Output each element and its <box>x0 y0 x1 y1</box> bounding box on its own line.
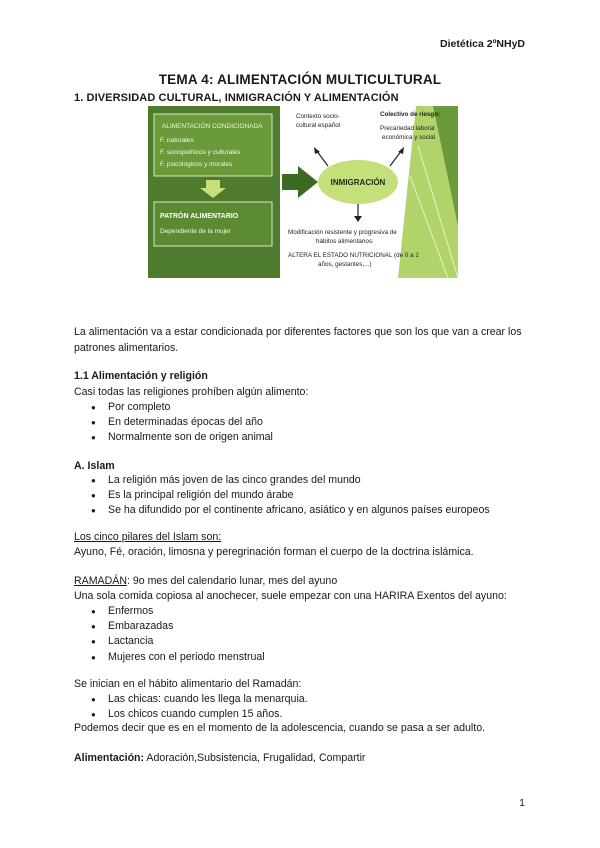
risk-title: Colectivo de riesgo: <box>380 111 441 118</box>
start-text: Se inician en el hábito alimentario del Ramadán: <box>74 678 302 690</box>
list-item: ● Lactancia <box>91 634 541 649</box>
list-item: ● Se ha difundido por el continente africano, asiático y en algunos países europeos <box>91 503 541 518</box>
context-text: Contexto socio- <box>296 113 340 120</box>
list-item: ● Mujeres con el periodo menstrual <box>91 650 541 665</box>
patron-title: PATRÓN ALIMENTARIO <box>160 213 239 220</box>
islam-heading: A. Islam <box>74 460 115 472</box>
food-text: Adoración,Subsistencia, Frugalidad, Compartir <box>144 752 366 764</box>
box-title: ALIMENTACIÓN CONDICIONADA <box>162 123 263 130</box>
ramadan-rest: : 9o mes del calendario lunar, mes del ayuno <box>126 575 338 587</box>
religion-list <box>91 400 541 446</box>
course-header: Dietética 2ºNHyD <box>440 38 525 50</box>
alt-text: años, gestantes,...) <box>318 261 372 268</box>
patron-sub: Dependiente de la mujer <box>160 228 231 235</box>
immigration-label: INMIGRACIÓN <box>330 178 386 187</box>
food-label: Alimentación: <box>74 752 145 764</box>
right-arrow <box>282 166 318 198</box>
risk-text: económica y social <box>382 134 436 141</box>
exempt-list <box>91 604 541 665</box>
box-item: F. sociopolíticos y culturales <box>160 149 241 156</box>
subsection-heading: 1.1 Alimentación y religión <box>74 370 208 382</box>
list-item: ● Es la principal religión del mundo árabe <box>91 488 541 503</box>
patron-box <box>154 202 272 246</box>
intro-paragraph: La alimentación va a estar condicionada por diferentes factores que son los que van a crear los patrones alimentarios. <box>74 326 522 354</box>
mod-text: Modificación resistente y progresiva de <box>288 229 397 236</box>
pillars-title: Los cinco pilares del Islam son: <box>74 531 222 543</box>
meal-text: Una sola comida copiosa al anochecer, suele empezar con una HARIRA Exentos del ayuno: <box>74 590 507 602</box>
list-item: ● Las chicas: cuando les llega la menarquia. <box>91 692 541 707</box>
page-title: TEMA 4: ALIMENTACIÓN MULTICULTURAL <box>158 72 442 87</box>
islam-list <box>91 473 541 519</box>
mod-text: hábitos alimentarios: <box>316 238 374 245</box>
pillars-text: Ayuno, Fé, oración, limosna y peregrinación forman el cuerpo de la doctrina islámica. <box>74 546 474 558</box>
list-item: ● Los chicos cuando cumplen 15 años. <box>91 707 541 722</box>
arrow-context-head <box>314 147 320 154</box>
list-item: ● La religión más joven de las cinco grandes del mundo <box>91 473 541 488</box>
list-item: ● Enfermos <box>91 604 541 619</box>
adult-text: Podemos decir que es en el momento de la adolescencia, cuando se pasa a ser adulto. <box>74 722 486 734</box>
religion-lead: Casi todas las religiones prohíben algún alimento: <box>74 386 309 398</box>
context-text: cultural español <box>296 122 341 129</box>
alt-text: ALTERA EL ESTADO NUTRICIONAL (de 0 a 2 <box>288 252 419 259</box>
immigration-diagram <box>148 106 458 278</box>
list-item: ● Embarazadas <box>91 619 541 634</box>
ramadan-line <box>74 574 534 590</box>
box-item: F. naturales <box>160 137 194 144</box>
arrow-risk-head <box>398 147 404 154</box>
section-heading: 1. DIVERSIDAD CULTURAL, INMIGRACIÓN Y ALIMENTACIÓN <box>74 92 399 104</box>
list-item: ● En determinadas épocas del año <box>91 415 541 430</box>
list-item: ● Normalmente son de origen animal <box>91 430 541 445</box>
diagram-svg <box>148 106 458 278</box>
ramadan-word: RAMADÁN <box>74 575 127 587</box>
box-item: F. psicológicos y morales <box>160 161 233 168</box>
risk-text: Precariedad laboral <box>380 125 435 132</box>
start-list <box>91 692 541 722</box>
food-line <box>74 751 534 767</box>
arrow-mod-head <box>354 216 362 222</box>
page-number: 1 <box>519 797 525 809</box>
list-item: ● Por completo <box>91 400 541 415</box>
